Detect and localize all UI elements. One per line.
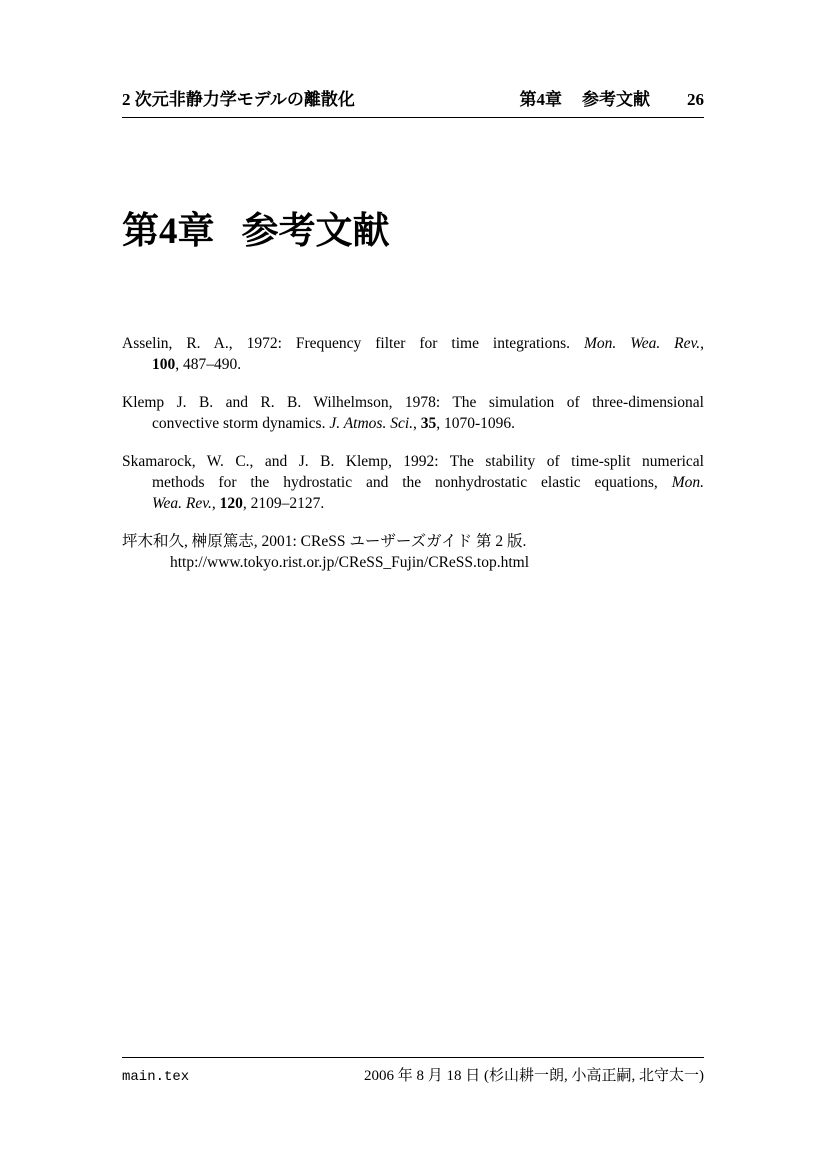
reference-text: methods for the hydrostatic and the nonhydrostatic elastic equations, (152, 474, 672, 491)
journal-name: Mon. (671, 474, 704, 491)
reference-line (152, 493, 704, 514)
chapter-name: 参考文献 (241, 211, 390, 252)
volume-number: 100 (152, 356, 176, 373)
page-footer (122, 1057, 704, 1085)
page-header (122, 85, 704, 118)
reference-line (152, 354, 704, 375)
reference-list (122, 333, 704, 590)
journal-name: J. Atmos. Sci. (329, 415, 414, 432)
reference-text: 坪木和久, 榊原篤志, 2001: CReSS ユーザーズガイド 第 2 版. (122, 533, 527, 550)
volume-number: 120 (219, 495, 243, 512)
footer-filename: main.tex (122, 1069, 190, 1085)
volume-number: 35 (420, 415, 437, 432)
reference-entry-asselin (122, 333, 704, 375)
reference-text: , 487–490. (175, 356, 242, 373)
reference-text: , 1070-1096. (436, 415, 516, 432)
running-head-chapter (520, 85, 705, 110)
reference-entry-skamarock (122, 451, 704, 514)
reference-entry-tsuboki (122, 531, 704, 573)
reference-line (122, 392, 704, 413)
journal-name: Wea. Rev. (152, 495, 212, 512)
journal-name: Mon. Wea. Rev. (583, 335, 701, 352)
page-number: 26 (687, 90, 704, 109)
reference-line (152, 472, 704, 493)
reference-line (122, 333, 704, 354)
chapter-title (122, 210, 390, 254)
reference-text: Klemp J. B. and R. B. Wilhelmson, 1978: The simulation of three-dimensional (122, 394, 704, 411)
reference-text: , (211, 495, 220, 512)
footer-date-authors: 2006 年 8 月 18 日 (杉山耕一朗, 小高正嗣, 北守太一) (364, 1068, 704, 1084)
reference-url: http://www.tokyo.rist.or.jp/CReSS_Fujin/CReSS.top.html (170, 554, 529, 571)
chapter-number: 第4章 (122, 211, 215, 252)
header-section-label: 参考文献 (582, 90, 650, 109)
reference-text: Asselin, R. A., 1972: Frequency filter for time integrations. (122, 335, 584, 352)
running-head-title: 2 次元非静力学モデルの離散化 (122, 90, 355, 109)
reference-entry-klemp (122, 392, 704, 434)
reference-text: , (413, 415, 421, 432)
header-chapter-label: 第4章 (519, 90, 562, 109)
reference-line (152, 413, 704, 434)
reference-line (170, 552, 704, 573)
reference-text: convective storm dynamics. (152, 415, 330, 432)
reference-text: , (700, 335, 705, 352)
reference-line (122, 451, 704, 472)
reference-text: , 2109–2127. (242, 495, 325, 512)
reference-text: Skamarock, W. C., and J. B. Klemp, 1992: The stability of time-split numerical (122, 453, 704, 470)
reference-line (122, 531, 704, 552)
